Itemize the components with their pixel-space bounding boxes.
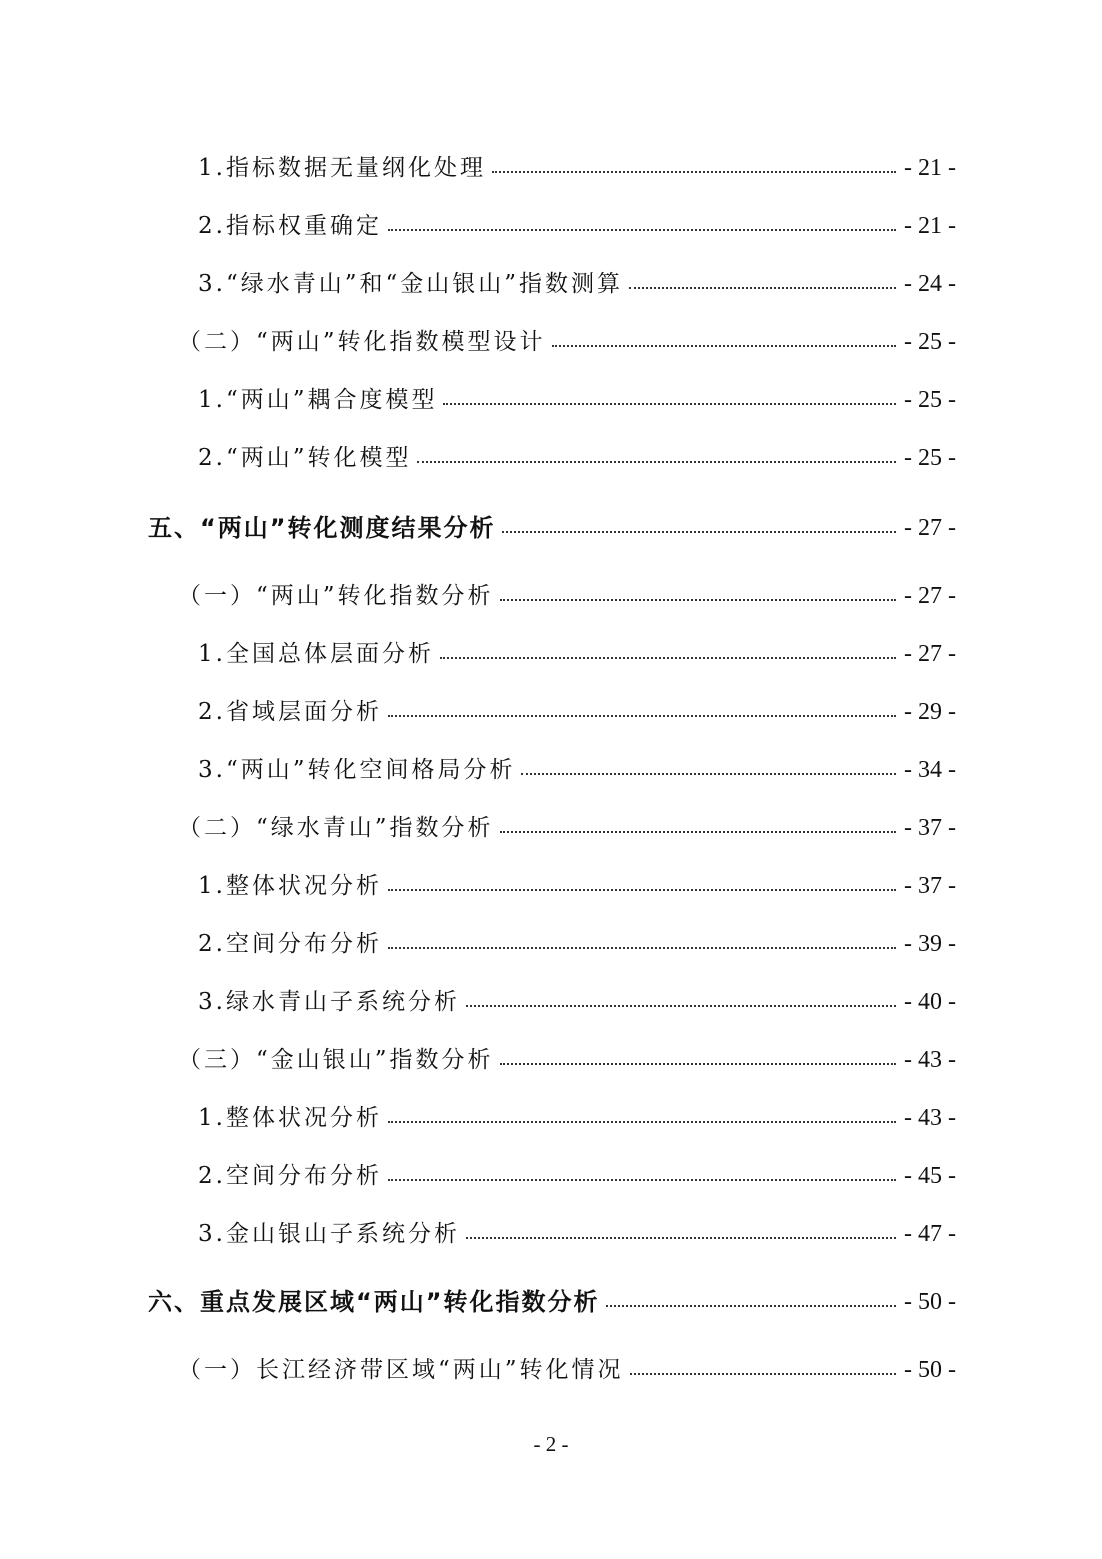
dot-leader <box>500 599 896 601</box>
toc-entry-page: - 25 - <box>904 329 956 355</box>
toc-entry-title: 1.“两山”耦合度模型 <box>198 387 438 413</box>
toc-entry-page: - 27 - <box>904 583 956 609</box>
toc-entry-title: 1.整体状况分析 <box>198 873 382 899</box>
toc-entry[interactable] <box>198 198 956 238</box>
toc-entry-title: 六、重点发展区域“两山”转化指数分析 <box>148 1288 600 1316</box>
dot-leader <box>502 531 896 533</box>
toc-entry-page: - 50 - <box>904 1289 956 1315</box>
toc-entry-page: - 37 - <box>904 815 956 841</box>
dot-leader <box>388 1121 896 1123</box>
toc-entry[interactable] <box>178 800 956 840</box>
toc-entry-page: - 45 - <box>904 1163 956 1189</box>
toc-entry[interactable] <box>198 1206 956 1246</box>
toc-entry-title: 3.“绿水青山”和“金山银山”指数测算 <box>198 271 623 297</box>
toc-entry-title: 五、“两山”转化测度结果分析 <box>148 514 496 542</box>
toc-entry-page: - 50 - <box>904 1357 956 1383</box>
toc-entry-title: 3.金山银山子系统分析 <box>198 1221 460 1247</box>
toc-entry-title: （二）“两山”转化指数模型设计 <box>178 329 546 355</box>
toc-entry-page: - 27 - <box>904 515 956 541</box>
dot-leader <box>443 403 896 405</box>
toc-entry-title: 3.“两山”转化空间格局分析 <box>198 757 516 783</box>
page-number: - 2 - <box>533 1432 569 1456</box>
toc-entry[interactable] <box>198 916 956 956</box>
dot-leader <box>521 773 896 775</box>
dot-leader <box>388 889 896 891</box>
dot-leader <box>500 831 896 833</box>
dot-leader <box>417 461 896 463</box>
dot-leader <box>606 1305 896 1307</box>
toc-entry-title: 1.全国总体层面分析 <box>198 641 434 667</box>
dot-leader <box>388 229 896 231</box>
dot-leader <box>630 1373 896 1375</box>
dot-leader <box>440 657 896 659</box>
toc-entry-title: 1.指标数据无量纲化处理 <box>198 155 486 181</box>
toc-entry-page: - 43 - <box>904 1105 956 1131</box>
toc-entry[interactable] <box>178 1342 956 1382</box>
toc-entry[interactable] <box>198 430 956 470</box>
toc-entry-page: - 34 - <box>904 757 956 783</box>
toc-entry[interactable] <box>178 1032 956 1072</box>
toc-entry-page: - 39 - <box>904 931 956 957</box>
toc-entry[interactable] <box>198 684 956 724</box>
toc-entry-page: - 43 - <box>904 1047 956 1073</box>
toc-entry-page: - 27 - <box>904 641 956 667</box>
toc-entry-title: （一）“两山”转化指数分析 <box>178 583 494 609</box>
toc-entry-page: - 25 - <box>904 445 956 471</box>
toc-entry[interactable] <box>198 256 956 296</box>
toc-entry[interactable] <box>198 858 956 898</box>
dot-leader <box>466 1237 896 1239</box>
dot-leader <box>466 1005 896 1007</box>
toc-entry[interactable] <box>178 314 956 354</box>
toc-entry[interactable] <box>198 1148 956 1188</box>
dot-leader <box>500 1063 896 1065</box>
dot-leader <box>492 171 896 173</box>
toc-entry-title: 2.空间分布分析 <box>198 931 382 957</box>
dot-leader <box>552 345 896 347</box>
toc-entry[interactable] <box>198 626 956 666</box>
toc-entry-page: - 47 - <box>904 1221 956 1247</box>
toc-entry[interactable] <box>198 1090 956 1130</box>
toc-entry-page: - 24 - <box>904 271 956 297</box>
toc-entry[interactable] <box>198 742 956 782</box>
toc-entry[interactable] <box>198 372 956 412</box>
toc-entry[interactable] <box>148 500 956 540</box>
toc-entry-page: - 40 - <box>904 989 956 1015</box>
toc-entry-title: （一）长江经济带区域“两山”转化情况 <box>178 1357 624 1383</box>
toc-entry-page: - 25 - <box>904 387 956 413</box>
toc-entry-title: 3.绿水青山子系统分析 <box>198 989 460 1015</box>
toc-entry-title: 1.整体状况分析 <box>198 1105 382 1131</box>
toc-entry-title: 2.“两山”转化模型 <box>198 445 412 471</box>
toc-entry[interactable] <box>198 974 956 1014</box>
toc-entry-title: 2.空间分布分析 <box>198 1163 382 1189</box>
toc-entry[interactable] <box>148 1274 956 1314</box>
toc-entry-page: - 21 - <box>904 213 956 239</box>
toc-entry-title: 2.指标权重确定 <box>198 213 382 239</box>
toc-entry-title: 2.省域层面分析 <box>198 699 382 725</box>
toc-entry-page: - 21 - <box>904 155 956 181</box>
toc-entry[interactable] <box>198 140 956 180</box>
toc-entry-title: （二）“绿水青山”指数分析 <box>178 815 494 841</box>
toc-entry[interactable] <box>178 568 956 608</box>
dot-leader <box>388 947 896 949</box>
dot-leader <box>388 1179 896 1181</box>
dot-leader <box>388 715 896 717</box>
toc-entry-page: - 29 - <box>904 699 956 725</box>
toc-entry-page: - 37 - <box>904 873 956 899</box>
toc-entry-title: （三）“金山银山”指数分析 <box>178 1047 494 1073</box>
dot-leader <box>629 287 896 289</box>
